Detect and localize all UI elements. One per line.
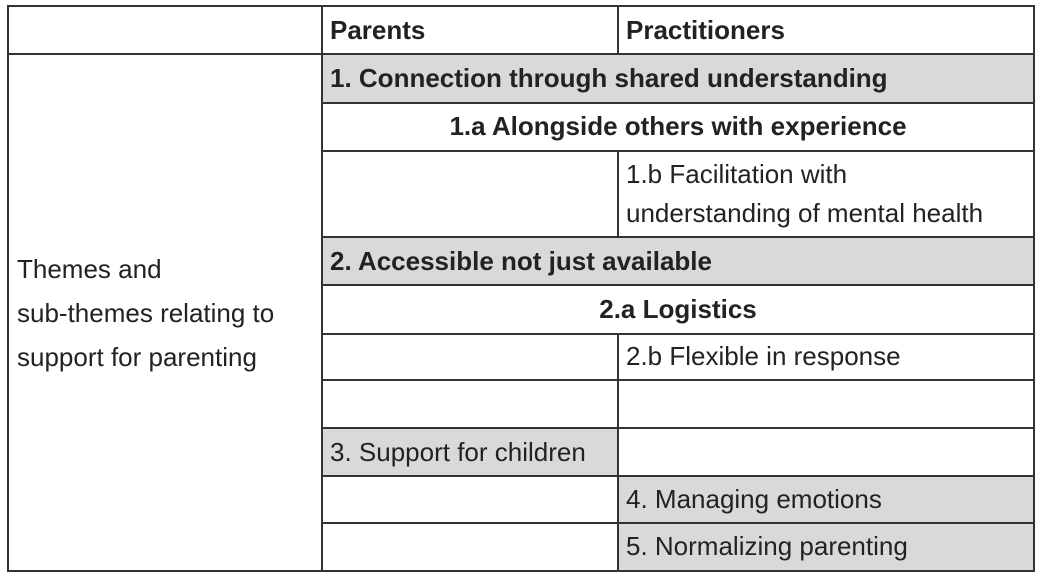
theme-3-cell: 3. Support for children — [322, 428, 618, 476]
row-label-line: support for parenting — [17, 341, 257, 372]
subtheme-1b-line: understanding of mental health — [626, 197, 984, 228]
empty-parents-cell — [322, 380, 618, 428]
theme-1-cell: 1. Connection through shared understanding — [322, 54, 1034, 102]
subtheme-1a-cell: 1.a Alongside others with experience — [322, 103, 1034, 151]
header-corner-cell — [8, 6, 322, 54]
subtheme-2a-cell: 2.a Logistics — [322, 285, 1034, 333]
empty-parents-cell — [322, 334, 618, 380]
header-practitioners: Practitioners — [618, 6, 1034, 54]
themes-table — [7, 5, 1035, 572]
empty-parents-cell — [322, 476, 618, 522]
theme-5-cell: 5. Normalizing parenting — [618, 523, 1034, 571]
subtheme-1b-line: 1.b Facilitation with — [626, 158, 848, 189]
empty-practitioners-cell — [618, 428, 1034, 476]
header-row — [8, 6, 1034, 54]
subtheme-1b-cell — [618, 151, 1034, 237]
row-label-cell — [8, 54, 322, 571]
table-row-theme-1 — [8, 54, 1034, 102]
subtheme-2b-cell: 2.b Flexible in response — [618, 334, 1034, 380]
row-label-line: sub-themes relating to — [17, 297, 275, 328]
empty-parents-cell — [322, 151, 618, 237]
empty-parents-cell — [322, 523, 618, 571]
theme-4-cell: 4. Managing emotions — [618, 476, 1034, 522]
theme-2-cell: 2. Accessible not just available — [322, 237, 1034, 285]
empty-practitioners-cell — [618, 380, 1034, 428]
row-label-line: Themes and — [17, 253, 162, 284]
header-parents: Parents — [322, 6, 618, 54]
